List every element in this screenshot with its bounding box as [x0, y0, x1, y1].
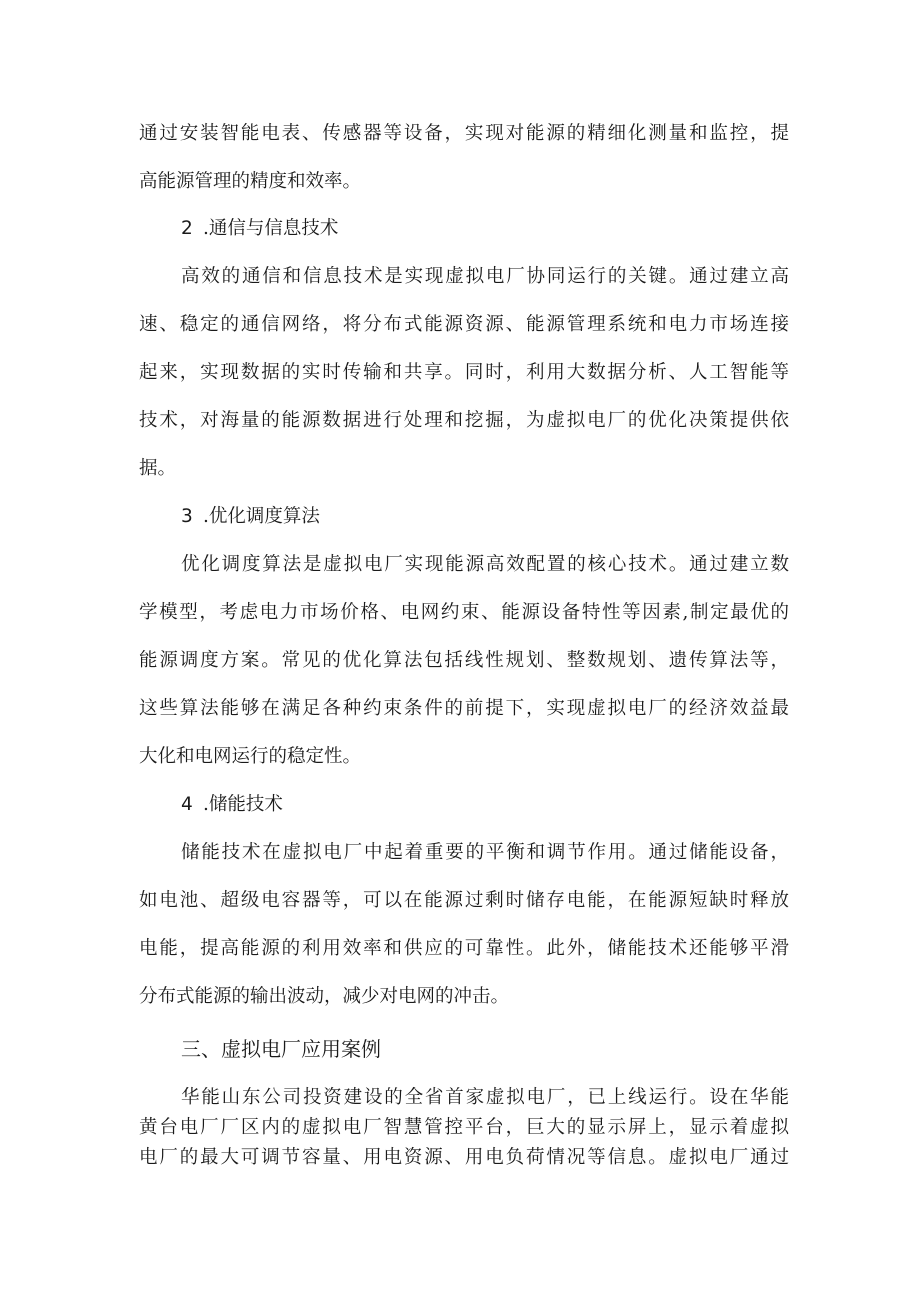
heading-number: 4: [181, 794, 193, 815]
paragraph-line: 学模型，考虑电力市场价格、电网约束、能源设备特性等因素,制定最优的: [139, 602, 789, 623]
paragraph-line: 大化和电网运行的稳定性。: [139, 746, 362, 767]
paragraph-line: 高能源管理的精度和效率。: [139, 171, 362, 192]
paragraph-line: 高效的通信和信息技术是实现虚拟电厂协同运行的关键。通过建立高: [181, 266, 789, 287]
heading-number: 2: [181, 218, 193, 239]
paragraph-line: 起来，实现数据的实时传输和共享。同时，利用大数据分析、人工智能等: [139, 362, 789, 383]
heading-text: .储能技术: [203, 794, 283, 815]
paragraph-line: 速、稳定的通信网络，将分布式能源资源、能源管理系统和电力市场连接: [139, 314, 789, 335]
section-title: 三、虚拟电厂应用案例: [181, 1037, 381, 1061]
subheading-optimization: [181, 505, 320, 529]
paragraph-line: 华能山东公司投资建设的全省首家虚拟电厂，已上线运行。设在华能: [181, 1087, 789, 1108]
paragraph-line: 通过安装智能电表、传感器等设备，实现对能源的精细化测量和监控，提: [139, 123, 789, 144]
subheading-communication: [181, 217, 338, 241]
heading-text: .优化调度算法: [203, 506, 320, 527]
subheading-storage: [181, 793, 283, 817]
paragraph-line: 如电池、超级电容器等，可以在能源过剩时储存电能，在能源短缺时释放: [139, 890, 789, 911]
paragraph-line: 优化调度算法是虚拟电厂实现能源高效配置的核心技术。通过建立数: [181, 554, 789, 575]
paragraph-line: 黄台电厂厂区内的虚拟电厂智慧管控平台，巨大的显示屏上，显示着虚拟: [139, 1117, 789, 1138]
paragraph-line: 据。: [139, 458, 177, 479]
paragraph-line: 储能技术在虚拟电厂中起着重要的平衡和调节作用。通过储能设备，: [181, 842, 789, 863]
paragraph-line: 能源调度方案。常见的优化算法包括线性规划、整数规划、遗传算法等，: [139, 650, 789, 671]
paragraph-line: 电能，提高能源的利用效率和供应的可靠性。此外，储能技术还能够平滑: [139, 938, 789, 959]
heading-text: .通信与信息技术: [203, 218, 339, 239]
paragraph-line: 技术，对海量的能源数据进行处理和挖掘，为虚拟电厂的优化决策提供依: [139, 410, 789, 431]
paragraph-line: 电厂的最大可调节容量、用电资源、用电负荷情况等信息。虚拟电厂通过: [139, 1147, 789, 1168]
heading-number: 3: [181, 506, 193, 527]
paragraph-line: 这些算法能够在满足各种约束条件的前提下，实现虚拟电厂的经济效益最: [139, 698, 789, 719]
paragraph-line: 分布式能源的输出波动，减少对电网的冲击。: [139, 986, 510, 1007]
